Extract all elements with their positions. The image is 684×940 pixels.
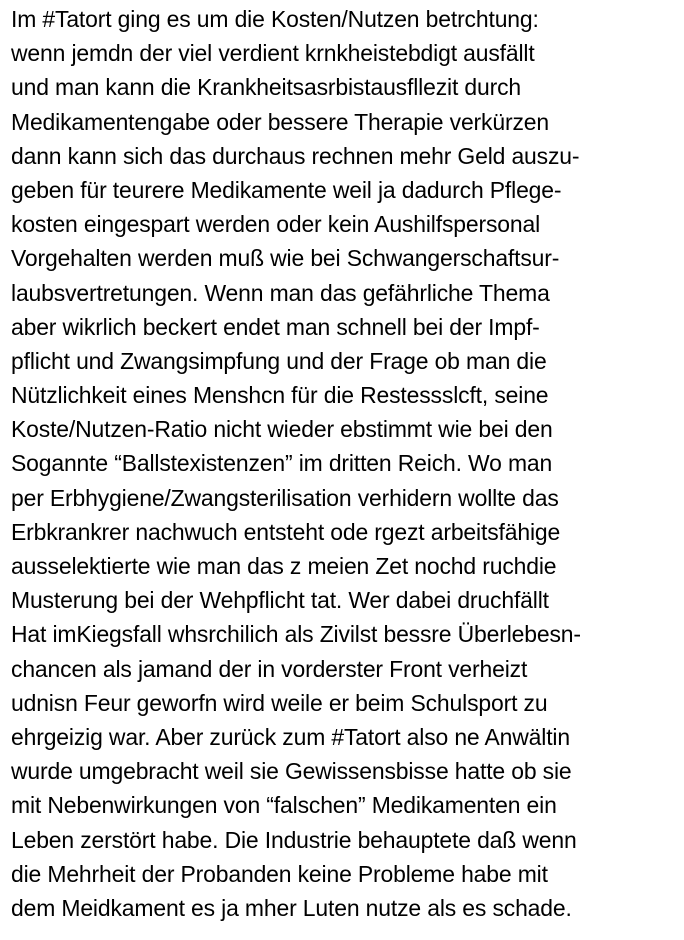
text-line: dann kann sich das durchaus rechnen mehr Geld auszu-	[11, 142, 580, 169]
text-line: wenn jemdn der viel verdient krnkheistebdigt ausfällt	[11, 40, 535, 67]
text-line: ausselektierte wie man das z meien Zet nochd ruchdie	[11, 553, 557, 579]
text-line: Erbkrankrer nachwuch entsteht ode rgezt arbeitsfähige	[11, 518, 561, 545]
text-line: ehrgeizig war. Aber zurück zum #Tatort also ne Anwältin	[11, 723, 570, 750]
text-line: die Mehrheit der Probanden keine Probleme habe mit	[11, 860, 548, 887]
text-line: Medikamentengabe oder bessere Therapie verkürzen	[11, 108, 549, 135]
text-line: pflicht und Zwangsimpfung und der Frage ob man die	[11, 347, 547, 374]
text-line: mit Nebenwirkungen von “falschen” Medikamenten ein	[11, 792, 557, 819]
text-line: Im #Tatort ging es um die Kosten/Nutzen betrchtung:	[11, 6, 539, 32]
text-line: Musterung bei der Wehpflicht tat. Wer dabei druchfällt	[11, 587, 549, 614]
text-line: Vorgehalten werden muß wie bei Schwangerschaftsur-	[11, 245, 560, 272]
text-line: und man kann die Krankheitsasrbistausfllezit durch	[11, 74, 522, 101]
text-line: aber wikrlich beckert endet man schnell bei der Impf-	[11, 313, 540, 340]
text-line: Hat imKiegsfall whsrchilich als Zivilst bessre Überlebesn-	[11, 621, 581, 648]
text-line: per Erbhygiene/Zwangsterilisation verhidern wollte das	[11, 484, 559, 511]
text-line: wurde umgebracht weil sie Gewissensbisse hatte ob sie	[11, 758, 572, 785]
text-line: Nützlichkeit eines Menshcn für die Restessslcft, seine	[11, 382, 549, 409]
text-line: chancen als jamand der in vorderster Front verheizt	[11, 655, 528, 682]
text-line: Koste/Nutzen-Ratio nicht wieder ebstimmt wie bei den	[11, 416, 553, 443]
text-line: Leben zerstört habe. Die Industrie behauptete daß wenn	[11, 826, 577, 853]
text-line: dem Meidkament es ja mher Luten nutze als es schade.	[11, 894, 572, 921]
body-text	[11, 2, 681, 925]
text-line: geben für teurere Medikamente weil ja dadurch Pflege-	[11, 176, 562, 203]
text-line: udnisn Feur geworfn wird weile er beim Schulsport zu	[11, 689, 548, 716]
text-line: kosten eingespart werden oder kein Aushilfspersonal	[11, 211, 541, 238]
text-line: laubsvertretungen. Wenn man das gefährliche Thema	[11, 279, 550, 306]
text-line: Sogannte “Ballstexistenzen” im dritten Reich. Wo man	[11, 450, 553, 477]
